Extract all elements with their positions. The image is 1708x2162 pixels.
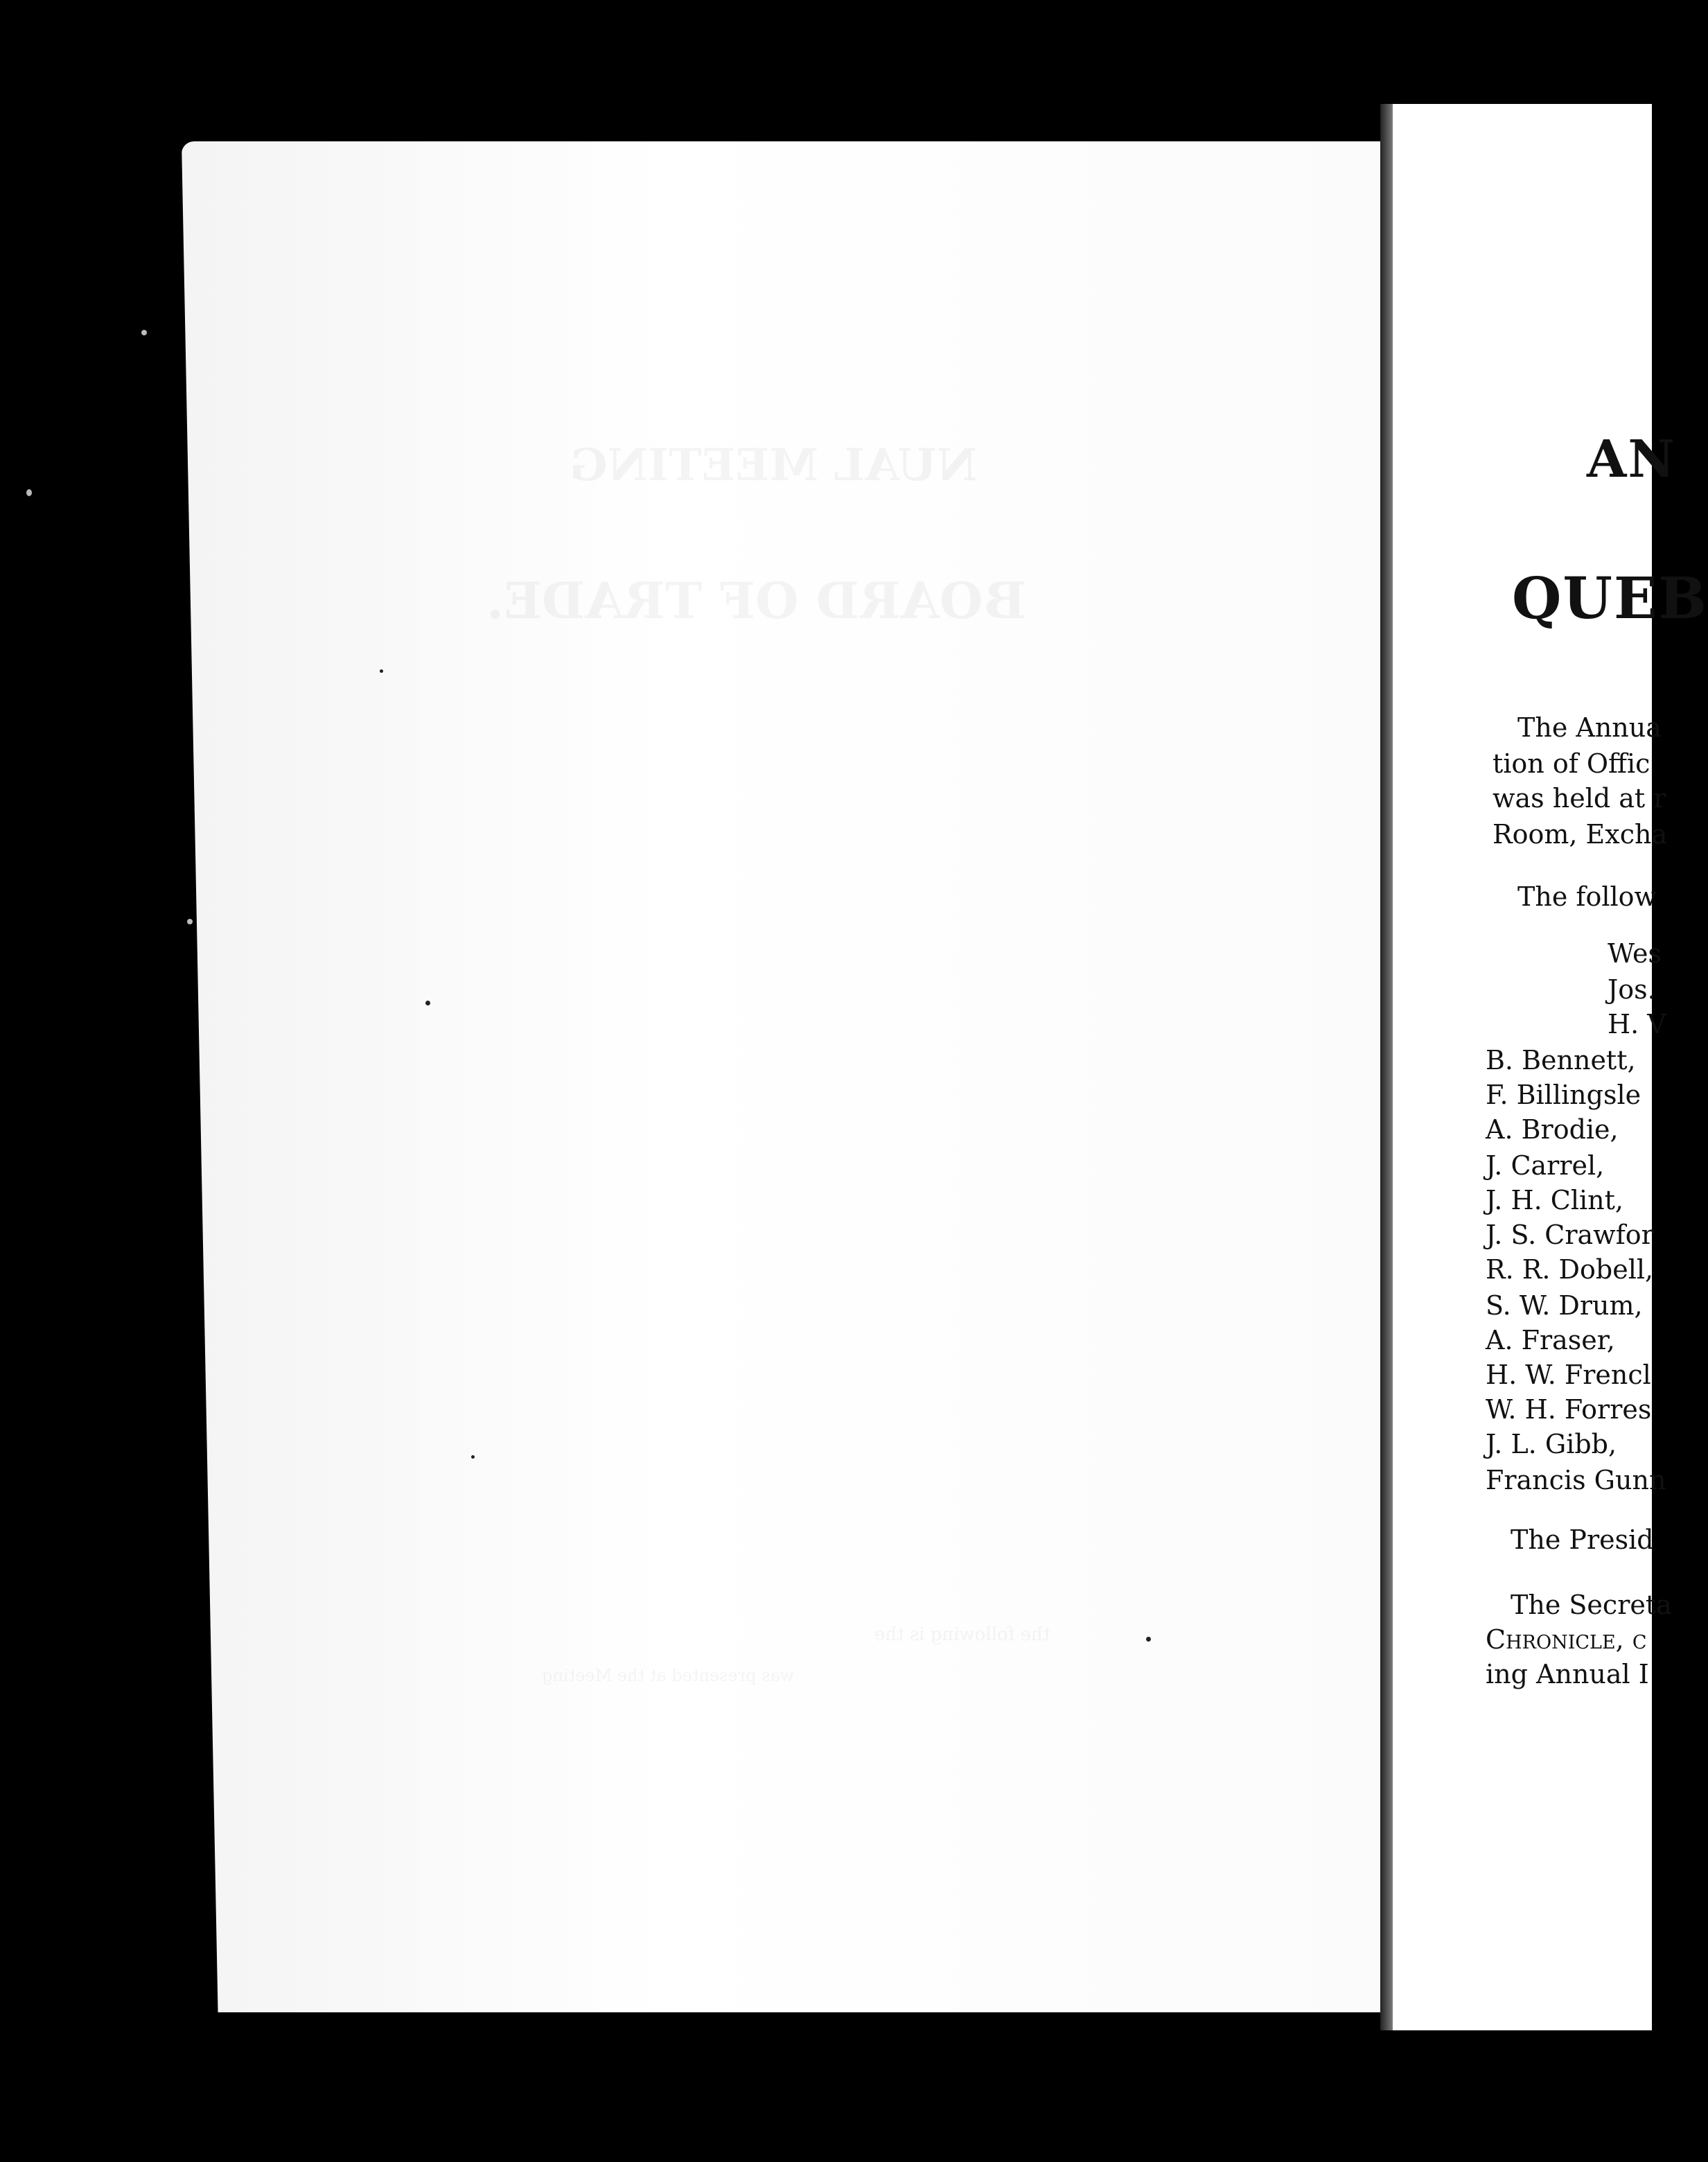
speck: [187, 919, 193, 924]
speck: [380, 669, 383, 673]
paragraph-line: Room, Excha: [1493, 819, 1668, 850]
paragraph-line: The follow: [1517, 881, 1657, 912]
paragraph-line: The Secreta: [1511, 1590, 1672, 1620]
officer-name: H. V: [1608, 1009, 1666, 1039]
member-name: Francis Gunn: [1486, 1465, 1666, 1495]
paragraph-line: The Presid: [1511, 1524, 1654, 1555]
paragraph-line: ing Annual I: [1486, 1659, 1649, 1689]
speck: [471, 1455, 475, 1459]
member-name: A. Fraser,: [1486, 1325, 1615, 1355]
show-through-line: [542, 1666, 794, 1685]
paragraph-line: Chronicle, c: [1486, 1624, 1647, 1655]
page-heading-1: AN: [1587, 430, 1677, 489]
member-name: F. Billingsle: [1486, 1080, 1641, 1110]
speck: [26, 489, 32, 496]
paragraph-line: was held at r: [1493, 783, 1666, 814]
show-through-line: [570, 439, 977, 491]
member-name: R. R. Dobell,: [1486, 1254, 1654, 1285]
member-name: W. H. Forres: [1486, 1394, 1652, 1425]
speck: [425, 1001, 430, 1005]
right-printed-page: [1393, 104, 1708, 2030]
member-name: S. W. Drum,: [1486, 1290, 1643, 1321]
member-name: J. Carrel,: [1486, 1150, 1605, 1181]
page-heading-2: QUEB: [1512, 565, 1708, 632]
member-name: H. W. Frencl: [1486, 1360, 1651, 1390]
blank-left-page: [182, 141, 1396, 2012]
speck: [1146, 1637, 1151, 1642]
officer-name: Wes: [1608, 938, 1662, 969]
paragraph-line: tion of Offic: [1493, 748, 1650, 779]
paragraph-line: The Annua: [1517, 712, 1662, 743]
member-name: J. S. Crawfor: [1486, 1220, 1654, 1250]
show-through-line: [874, 1624, 1050, 1645]
show-through-line: [486, 571, 1026, 630]
member-name: J. L. Gibb,: [1486, 1429, 1617, 1459]
member-name: A. Brodie,: [1486, 1114, 1619, 1145]
officer-name: Jos.: [1608, 974, 1656, 1005]
member-name: J. H. Clint,: [1486, 1185, 1623, 1215]
speck: [141, 330, 147, 335]
member-name: B. Bennett,: [1486, 1045, 1636, 1075]
